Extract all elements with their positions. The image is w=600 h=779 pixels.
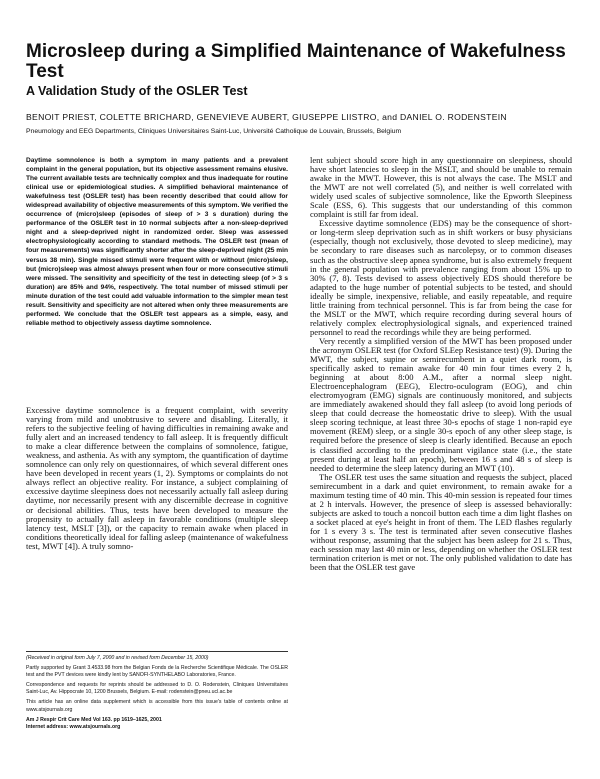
intro-paragraph: Excessive daytime somnolence is a frequent complaint, with severity varying from mild and unobtrusive to severe and disabling. Literally, it refers to the subjective feeling of having difficulties in remaining awake and fully alert and an increased tendency to fall asleep. It is frequently difficult to make a clear difference between the complains of somnolence, fatigue, weakness, and asthenia. As with any symptom, the quantification of daytime somnolence can only rely on questionnaires, of which several different ones have been developed in recent years (1, 2). Symptoms or complaints do not always reflect an objective reality. For instance, a subject complaining of excessive daytime sleepiness does not necessarily actually fall asleep during daytime, nor necessarily present with any discernible decrease in cognitive or decisional abilities. Thus, tests have been developed to measure the propensity to actually fall asleep in favorable conditions (multiple sleep latency test, MSLT [3]), or the capacity to remain awake when placed in conditions theoretically ideal for falling asleep (maintenance of wakefulness test, MWT [4]). A truly somno-: [26, 405, 288, 551]
right-column: [310, 156, 572, 572]
footnote-divider: [26, 651, 288, 652]
footnotes: [26, 655, 288, 731]
right-paragraph-3: Very recently a simplified version of the MWT has been proposed under the acronym OSLER test (for Oxford SLEep Resistance test) (9). During the MWT, the subject, supine or semirecumbent in a quiet dark room, is specifically asked to remain awake for 40 min four times every 2 h, beginning at about 8:00 A.M., after a normal sleep night. Electroencephalogram (EEG), Electro-oculogram (EOG), and chin electromyogram (EMG) signals are continuously monitored, and subjects are immediately awakened should they fall asleep (to avoid long periods of sleep that could decrease the homeostatic drive to sleep). With the usual sleep scoring technique, at least three 30-s epochs of stage 1 non-rapid eye movement (REM) sleep, or a single 30-s epoch of any other sleep stage, is required before the presence of sleep is clearly identified. Because an epoch is classified according to the predominant vigilance state (i.e., the state present during at least half an epoch), between 16 s and 48 s of sleep is needed to determine the sleep latency during an MWT (10).: [310, 335, 572, 473]
abstract-column: [26, 156, 288, 328]
article-title: Microsleep during a Simplified Maintenance of Wakefulness Test: [26, 41, 566, 82]
supplement-note: This article has an online data supplement which is accessible from this issue's table of contents online at www.atsjournals.org: [26, 699, 288, 713]
intro-left-column: [26, 406, 288, 551]
right-paragraph-2: Excessive daytime somnolence (EDS) may be the consequence of short- or long-term sleep deprivation such as in shift workers or busy physicians (especially, though not exclusively, those devoted to sleep medicine), may be secondary to rare diseases such as narcolepsy, or to common diseases such as the obstructive sleep apnea syndrome, but is also extremely frequent in the general population with prevalence ranging from about 15% up to 30% (7, 8). Tests devised to assess objectively EDS should therefore be adapted to the huge number of potential subjects to be tested, and should ideally be simple, inexpensive, reliable, and easily repeatable, and require little training from technical personnel. This is far from being the case for the MSLT or the MWT, which require recording during several hours of relatively complex electrophysiological signals, and experienced trained personnel to read the recordings while they are being performed.: [310, 218, 572, 337]
right-paragraph-1: lent subject should score high in any questionnaire on sleepiness, should have short latencies to sleep in the MSLT, and should be unable to remain awake in the MWT. However, this is not always the case. The MSLT and the MWT are not well correlated (5), and neither is well correlated with widely used scales of subjective somnolence, like the Epworth Sleepiness Scale (ESS, 6). This suggests that our understanding of this common complaint is still far from ideal.: [310, 155, 572, 220]
right-paragraph-4: The OSLER test uses the same situation and requests the subject, placed semirecumbent in a dark and quiet environment, to remain awake for a maximum testing time of 40 min. This 40-min session is repeated four times at 2 h intervals. However, the presence of sleep is assessed behaviorally: subjects are asked to touch a noncoil button each time a dim light flashes on a socket placed at eye's height in front of them. The LED flashes regularly for 1 s every 3 s. The test is terminated after seven consecutive flashes without response, assuming that the subject has been asleep for 21 s. Thus, each session may last 40 min or less, depending on whether the OSLER test termination criterion is met or not. The only published validation to date has been that the OSLER test gave: [310, 471, 572, 573]
journal-citation: Am J Respir Crit Care Med Vol 163. pp 1619–1625, 2001: [26, 716, 162, 723]
journal-url: Internet address: www.atsjournals.org: [26, 723, 121, 730]
article-subtitle: A Validation Study of the OSLER Test: [26, 84, 248, 98]
abstract: Daytime somnolence is both a symptom in many patients and a prevalent complaint in the general population, but its objective assessment remains elusive. The current available tests are technically complex and thus inadequate for routine clinical use or epidemiological studies. A simplified behavioral maintenance of wakefulness test (OSLER test) has been recently described that could allow for widespread availability of objective measurements of this symptom. We verified the occurrence of (micro)sleep (episodes of sleep of > 3 s duration) during the performance of the OSLER test in 10 normal subjects after a non-sleep-deprived night and a sleep-deprived night in randomized order. Sleep was assessed electrophysiologically according to standard methods. The OSLER test (mean of four measurements) was significantly shorter after the sleep-deprived night (25 min versus 38 min). Single missed stimuli were frequent with or without (micro)sleep, but (micro)sleep was almost always present when four or more consecutive stimuli were missed. The sensitivity and specificity of the test in detecting sleep (of > 3 s duration) are 85% and 94%, respectively. The total number of missed stimuli per minute duration of the test could add valuable information to the simpler mean test result. Sensitivity and specificity are not altered when only three measurements are performed. We conclude that the OSLER test appears as a simple, easy, and reliable method to objectively assess daytime somnolence.: [26, 157, 288, 327]
affiliation: Pneumology and EEG Departments, Cliniques Universitaires Saint-Luc, Université Catholique de Louvain, Brussels, Belgium: [26, 128, 402, 135]
funding-note: Partly supported by Grant 3.4533.98 from the Belgian Fonds de la Recherche Scientifique Médicale. The OSLER test and the PVT devices were kindly lent by SANOFI-SYNTHELABO Laboratories, France.: [26, 665, 288, 679]
correspondence-note: Correspondence and requests for reprints should be addressed to D. O. Rodenstein, Cliniques Universitaires Saint-Luc, Av. Hippocrate 10, 1200 Brussels, Belgium. E-mail: rodenstein@pneu.ucl.ac.be: [26, 682, 288, 696]
received-dates: (Received in original form July 7, 2000 and in revised form December 15, 2000): [26, 655, 209, 661]
author-list: BENOIT PRIEST, COLETTE BRICHARD, GENEVIEVE AUBERT, GIUSEPPE LIISTRO, and DANIEL O. RODENSTEIN: [26, 112, 507, 122]
